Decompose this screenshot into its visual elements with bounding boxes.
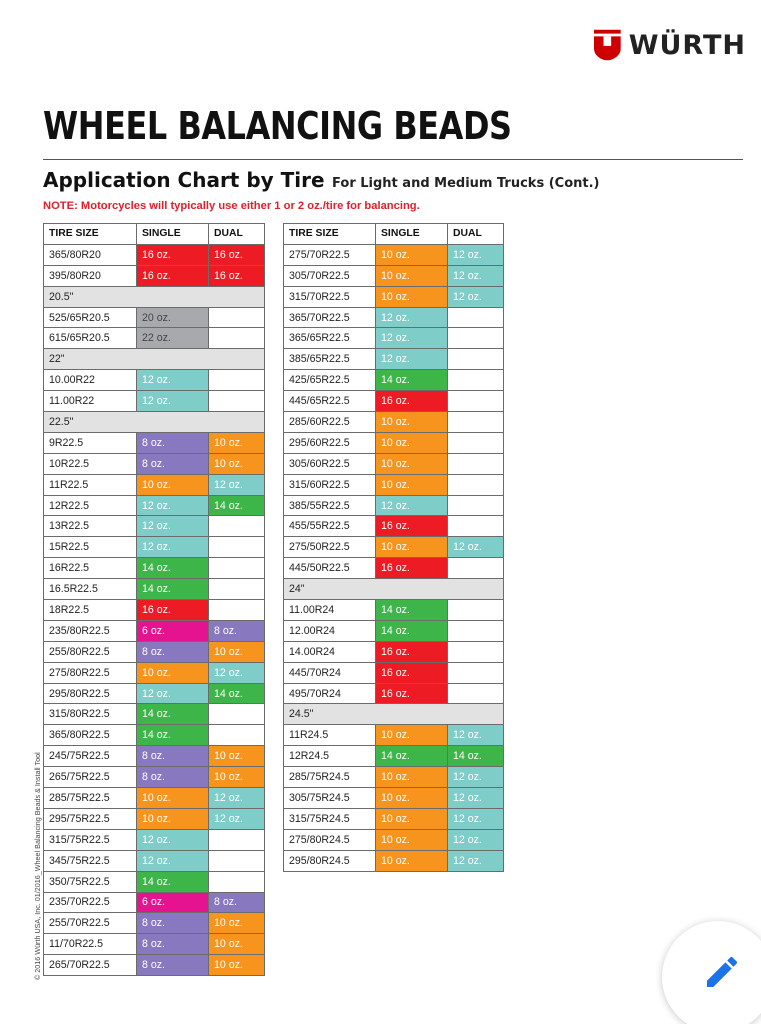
dual-qty-cell: [448, 328, 504, 349]
dual-qty-cell: [209, 537, 265, 558]
group-header-row: [44, 412, 265, 433]
dual-qty-cell: 8 oz.: [209, 892, 265, 913]
single-qty-cell: 16 oz.: [137, 244, 209, 265]
dual-qty-cell: 10 oz.: [209, 767, 265, 788]
tire-size-cell: 11R24.5: [284, 725, 376, 746]
table-row: [284, 328, 504, 349]
tire-size-cell: 265/75R22.5: [44, 767, 137, 788]
dual-qty-cell: [209, 600, 265, 621]
table-row: [284, 265, 504, 286]
dual-qty-cell: [448, 432, 504, 453]
dual-qty-cell: 10 oz.: [209, 453, 265, 474]
tire-size-cell: 425/65R22.5: [284, 370, 376, 391]
dual-qty-cell: [448, 516, 504, 537]
tire-size-cell: 295/60R22.5: [284, 432, 376, 453]
dual-qty-cell: 12 oz.: [448, 725, 504, 746]
tire-size-cell: 285/75R24.5: [284, 767, 376, 788]
page-title: WHEEL BALANCING BEADS: [43, 104, 512, 148]
table-row: [284, 432, 504, 453]
dual-qty-cell: 16 oz.: [209, 244, 265, 265]
table-row: [44, 955, 265, 976]
table-row: [44, 620, 265, 641]
tire-size-cell: 235/70R22.5: [44, 892, 137, 913]
tire-table-right: [283, 223, 504, 872]
single-qty-cell: 14 oz.: [137, 871, 209, 892]
tire-size-cell: 295/80R24.5: [284, 850, 376, 871]
dual-qty-cell: [448, 641, 504, 662]
single-qty-cell: 10 oz.: [137, 808, 209, 829]
group-header-row: [44, 286, 265, 307]
tire-size-cell: 315/75R22.5: [44, 829, 137, 850]
tire-size-cell: 295/80R22.5: [44, 683, 137, 704]
dual-qty-cell: [209, 558, 265, 579]
table-row: [44, 808, 265, 829]
tire-size-cell: 395/80R20: [44, 265, 137, 286]
table-header-row: [284, 224, 504, 245]
tire-size-cell: 275/80R22.5: [44, 662, 137, 683]
table-row: [44, 244, 265, 265]
header-tire-size: TIRE SIZE: [44, 224, 137, 245]
table-row: [284, 808, 504, 829]
header-tire-size: TIRE SIZE: [284, 224, 376, 245]
table-row: [284, 244, 504, 265]
tire-size-cell: 615/65R20.5: [44, 328, 137, 349]
table-row: [44, 391, 265, 412]
single-qty-cell: 10 oz.: [376, 286, 448, 307]
table-row: [44, 370, 265, 391]
dual-qty-cell: 14 oz.: [209, 683, 265, 704]
dual-qty-cell: 12 oz.: [209, 808, 265, 829]
dual-qty-cell: 10 oz.: [209, 432, 265, 453]
single-qty-cell: 8 oz.: [137, 432, 209, 453]
single-qty-cell: 16 oz.: [376, 662, 448, 683]
tire-size-cell: 345/75R22.5: [44, 850, 137, 871]
dual-qty-cell: [448, 495, 504, 516]
dual-qty-cell: 12 oz.: [448, 537, 504, 558]
table-row: [44, 704, 265, 725]
tire-size-cell: 12R24.5: [284, 746, 376, 767]
table-row: [284, 307, 504, 328]
dual-qty-cell: 14 oz.: [209, 495, 265, 516]
dual-qty-cell: [209, 328, 265, 349]
single-qty-cell: 8 oz.: [137, 746, 209, 767]
tire-size-cell: 305/75R24.5: [284, 788, 376, 809]
table-row: [44, 328, 265, 349]
dual-qty-cell: [448, 683, 504, 704]
tire-size-cell: 285/60R22.5: [284, 412, 376, 433]
single-qty-cell: 22 oz.: [137, 328, 209, 349]
tire-size-cell: 445/50R22.5: [284, 558, 376, 579]
single-qty-cell: 14 oz.: [137, 704, 209, 725]
table-row: [44, 850, 265, 871]
tire-size-cell: 385/55R22.5: [284, 495, 376, 516]
tire-size-cell: 9R22.5: [44, 432, 137, 453]
tire-size-cell: 255/70R22.5: [44, 913, 137, 934]
tire-size-cell: 385/65R22.5: [284, 349, 376, 370]
tire-size-cell: 18R22.5: [44, 600, 137, 621]
tire-size-cell: 315/80R22.5: [44, 704, 137, 725]
table-row: [44, 829, 265, 850]
tire-size-cell: 16R22.5: [44, 558, 137, 579]
single-qty-cell: 10 oz.: [376, 453, 448, 474]
header-dual: DUAL: [448, 224, 504, 245]
table-row: [44, 683, 265, 704]
subtitle-main: Application Chart by Tire: [43, 168, 325, 192]
dual-qty-cell: 10 oz.: [209, 746, 265, 767]
table-row: [44, 746, 265, 767]
tire-size-cell: 445/65R22.5: [284, 391, 376, 412]
single-qty-cell: 10 oz.: [376, 829, 448, 850]
tire-size-cell: 11R22.5: [44, 474, 137, 495]
tire-size-cell: 315/70R22.5: [284, 286, 376, 307]
single-qty-cell: 12 oz.: [137, 516, 209, 537]
single-qty-cell: 10 oz.: [376, 788, 448, 809]
table-row: [284, 683, 504, 704]
single-qty-cell: 6 oz.: [137, 620, 209, 641]
wurth-logo-mark-icon: [594, 29, 621, 61]
table-row: [44, 641, 265, 662]
table-row: [284, 600, 504, 621]
table-row: [44, 913, 265, 934]
table-row: [284, 474, 504, 495]
single-qty-cell: 16 oz.: [376, 391, 448, 412]
single-qty-cell: 8 oz.: [137, 955, 209, 976]
single-qty-cell: 10 oz.: [137, 662, 209, 683]
table-row: [284, 620, 504, 641]
single-qty-cell: 10 oz.: [137, 474, 209, 495]
dual-qty-cell: 12 oz.: [448, 829, 504, 850]
tire-size-cell: 11.00R24: [284, 600, 376, 621]
single-qty-cell: 10 oz.: [376, 244, 448, 265]
tire-size-cell: 305/70R22.5: [284, 265, 376, 286]
table-row: [44, 934, 265, 955]
single-qty-cell: 12 oz.: [137, 537, 209, 558]
dual-qty-cell: 12 oz.: [448, 265, 504, 286]
tire-size-cell: 365/80R20: [44, 244, 137, 265]
dual-qty-cell: 10 oz.: [209, 641, 265, 662]
dual-qty-cell: [448, 307, 504, 328]
single-qty-cell: 16 oz.: [137, 600, 209, 621]
single-qty-cell: 10 oz.: [376, 767, 448, 788]
tire-size-cell: 16.5R22.5: [44, 579, 137, 600]
single-qty-cell: 16 oz.: [376, 683, 448, 704]
tire-size-cell: 285/75R22.5: [44, 788, 137, 809]
table-row: [44, 495, 265, 516]
single-qty-cell: 14 oz.: [376, 620, 448, 641]
dual-qty-cell: [209, 829, 265, 850]
chart-subtitle: [43, 168, 599, 192]
table-row: [284, 391, 504, 412]
dual-qty-cell: 12 oz.: [209, 788, 265, 809]
tire-size-cell: 445/70R24: [284, 662, 376, 683]
tire-size-cell: 455/55R22.5: [284, 516, 376, 537]
tire-table-left: [43, 223, 265, 976]
dual-qty-cell: 12 oz.: [448, 850, 504, 871]
table-row: [284, 725, 504, 746]
table-row: [44, 516, 265, 537]
dual-qty-cell: [209, 391, 265, 412]
dual-qty-cell: 10 oz.: [209, 934, 265, 955]
dual-qty-cell: 12 oz.: [448, 286, 504, 307]
table-row: [44, 871, 265, 892]
single-qty-cell: 20 oz.: [137, 307, 209, 328]
dual-qty-cell: [448, 453, 504, 474]
table-row: [44, 453, 265, 474]
single-qty-cell: 8 oz.: [137, 641, 209, 662]
dual-qty-cell: [448, 370, 504, 391]
single-qty-cell: 14 oz.: [137, 579, 209, 600]
dual-qty-cell: [209, 516, 265, 537]
tire-size-cell: 275/80R24.5: [284, 829, 376, 850]
dual-qty-cell: 10 oz.: [209, 913, 265, 934]
tire-size-cell: 275/50R22.5: [284, 537, 376, 558]
single-qty-cell: 10 oz.: [376, 725, 448, 746]
dual-qty-cell: [448, 474, 504, 495]
single-qty-cell: 12 oz.: [137, 391, 209, 412]
dual-qty-cell: 14 oz.: [448, 746, 504, 767]
tire-size-cell: 14.00R24: [284, 641, 376, 662]
dual-qty-cell: [448, 662, 504, 683]
table-header-row: [44, 224, 265, 245]
table-row: [44, 537, 265, 558]
single-qty-cell: 8 oz.: [137, 453, 209, 474]
dual-qty-cell: 12 oz.: [448, 767, 504, 788]
table-row: [44, 265, 265, 286]
table-row: [284, 662, 504, 683]
single-qty-cell: 12 oz.: [376, 328, 448, 349]
dual-qty-cell: [448, 620, 504, 641]
tire-size-cell: 350/75R22.5: [44, 871, 137, 892]
wurth-logo: [594, 28, 746, 62]
tire-size-cell: 495/70R24: [284, 683, 376, 704]
single-qty-cell: 16 oz.: [376, 641, 448, 662]
dual-qty-cell: [448, 600, 504, 621]
dual-qty-cell: [209, 579, 265, 600]
tire-size-cell: 10.00R22: [44, 370, 137, 391]
single-qty-cell: 10 oz.: [376, 537, 448, 558]
table-row: [44, 892, 265, 913]
table-row: [284, 746, 504, 767]
dual-qty-cell: [448, 412, 504, 433]
dual-qty-cell: [209, 370, 265, 391]
single-qty-cell: 12 oz.: [137, 683, 209, 704]
single-qty-cell: 10 oz.: [376, 432, 448, 453]
dual-qty-cell: 8 oz.: [209, 620, 265, 641]
single-qty-cell: 14 oz.: [137, 558, 209, 579]
table-row: [44, 725, 265, 746]
single-qty-cell: 10 oz.: [376, 474, 448, 495]
table-row: [284, 370, 504, 391]
dual-qty-cell: 12 oz.: [448, 808, 504, 829]
group-header-row: [284, 579, 504, 600]
single-qty-cell: 10 oz.: [376, 265, 448, 286]
table-row: [44, 474, 265, 495]
table-row: [284, 641, 504, 662]
table-row: [44, 662, 265, 683]
single-qty-cell: 12 oz.: [376, 349, 448, 370]
table-row: [284, 412, 504, 433]
single-qty-cell: 16 oz.: [376, 516, 448, 537]
group-header-row: [44, 349, 265, 370]
tire-size-cell: 315/60R22.5: [284, 474, 376, 495]
table-row: [284, 495, 504, 516]
dual-qty-cell: [209, 704, 265, 725]
dual-qty-cell: 12 oz.: [209, 662, 265, 683]
dual-qty-cell: 12 oz.: [209, 474, 265, 495]
tire-size-cell: 11/70R22.5: [44, 934, 137, 955]
single-qty-cell: 10 oz.: [376, 412, 448, 433]
dual-qty-cell: [448, 391, 504, 412]
single-qty-cell: 12 oz.: [137, 850, 209, 871]
single-qty-cell: 14 oz.: [376, 600, 448, 621]
single-qty-cell: 8 oz.: [137, 934, 209, 955]
tire-size-cell: 11.00R22: [44, 391, 137, 412]
rim-size-group: 22.5": [44, 412, 265, 433]
tire-size-cell: 265/70R22.5: [44, 955, 137, 976]
header-single: SINGLE: [137, 224, 209, 245]
dual-qty-cell: [209, 725, 265, 746]
copyright-text: © 2016 Würth USA, Inc. 01/2016_Wheel Balancing Beads & Install Tool: [33, 752, 42, 980]
tire-size-cell: 10R22.5: [44, 453, 137, 474]
tire-size-cell: 235/80R22.5: [44, 620, 137, 641]
single-qty-cell: 12 oz.: [137, 829, 209, 850]
table-row: [284, 453, 504, 474]
dual-qty-cell: 16 oz.: [209, 265, 265, 286]
tire-size-cell: 365/65R22.5: [284, 328, 376, 349]
table-row: [44, 432, 265, 453]
tire-size-cell: 12R22.5: [44, 495, 137, 516]
dual-qty-cell: [448, 558, 504, 579]
rim-size-group: 24": [284, 579, 504, 600]
tire-size-cell: 13R22.5: [44, 516, 137, 537]
single-qty-cell: 12 oz.: [137, 370, 209, 391]
table-row: [284, 558, 504, 579]
single-qty-cell: 8 oz.: [137, 913, 209, 934]
single-qty-cell: 16 oz.: [137, 265, 209, 286]
subtitle-secondary: For Light and Medium Trucks (Cont.): [332, 176, 600, 191]
tire-size-cell: 12.00R24: [284, 620, 376, 641]
table-row: [284, 516, 504, 537]
single-qty-cell: 10 oz.: [376, 850, 448, 871]
header-single: SINGLE: [376, 224, 448, 245]
rim-size-group: 22": [44, 349, 265, 370]
table-row: [284, 850, 504, 871]
single-qty-cell: 10 oz.: [376, 808, 448, 829]
tire-size-cell: 315/75R24.5: [284, 808, 376, 829]
single-qty-cell: 8 oz.: [137, 767, 209, 788]
header-dual: DUAL: [209, 224, 265, 245]
table-row: [284, 829, 504, 850]
single-qty-cell: 12 oz.: [376, 495, 448, 516]
single-qty-cell: 16 oz.: [376, 558, 448, 579]
rim-size-group: 20.5": [44, 286, 265, 307]
tire-size-cell: 365/70R22.5: [284, 307, 376, 328]
table-row: [44, 788, 265, 809]
table-row: [284, 286, 504, 307]
table-row: [44, 307, 265, 328]
table-row: [44, 558, 265, 579]
dual-qty-cell: [209, 850, 265, 871]
tire-size-cell: 295/75R22.5: [44, 808, 137, 829]
table-row: [284, 767, 504, 788]
edit-fab-button[interactable]: [662, 921, 761, 1024]
dual-qty-cell: 10 oz.: [209, 955, 265, 976]
motorcycle-note: NOTE: Motorcycles will typically use either 1 or 2 oz./tire for balancing.: [43, 200, 420, 212]
table-row: [44, 767, 265, 788]
table-row: [44, 600, 265, 621]
single-qty-cell: 10 oz.: [137, 788, 209, 809]
dual-qty-cell: [448, 349, 504, 370]
tire-size-cell: 15R22.5: [44, 537, 137, 558]
single-qty-cell: 12 oz.: [376, 307, 448, 328]
tire-size-cell: 525/65R20.5: [44, 307, 137, 328]
single-qty-cell: 14 oz.: [376, 370, 448, 391]
table-row: [44, 579, 265, 600]
dual-qty-cell: 12 oz.: [448, 788, 504, 809]
table-row: [284, 788, 504, 809]
dual-qty-cell: 12 oz.: [448, 244, 504, 265]
group-header-row: [284, 704, 504, 725]
dual-qty-cell: [209, 307, 265, 328]
pencil-icon: [702, 952, 742, 992]
single-qty-cell: 12 oz.: [137, 495, 209, 516]
title-divider: [43, 159, 743, 160]
table-row: [284, 537, 504, 558]
tire-size-cell: 305/60R22.5: [284, 453, 376, 474]
rim-size-group: 24.5": [284, 704, 504, 725]
table-row: [284, 349, 504, 370]
brand-name: WÜRTH: [628, 29, 746, 61]
tire-size-cell: 245/75R22.5: [44, 746, 137, 767]
tire-size-cell: 255/80R22.5: [44, 641, 137, 662]
single-qty-cell: 14 oz.: [137, 725, 209, 746]
single-qty-cell: 6 oz.: [137, 892, 209, 913]
dual-qty-cell: [209, 871, 265, 892]
tire-size-cell: 275/70R22.5: [284, 244, 376, 265]
tire-size-cell: 365/80R22.5: [44, 725, 137, 746]
single-qty-cell: 14 oz.: [376, 746, 448, 767]
